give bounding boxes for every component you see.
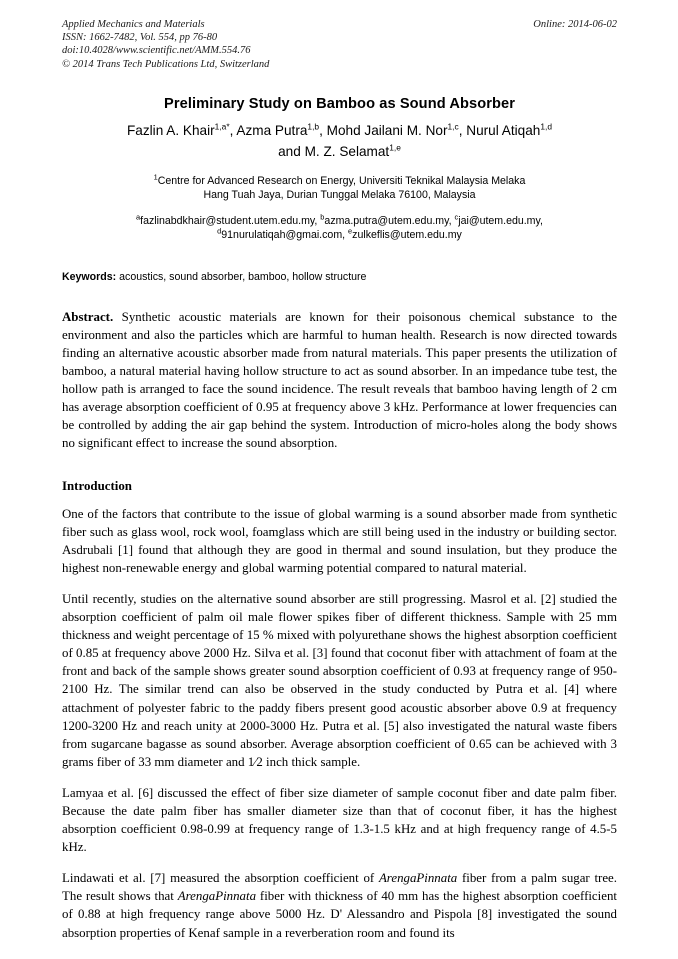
email-1-marker: a [136,212,141,222]
author-line-1 [62,120,617,141]
online-date: Online: 2014-06-02 [533,19,617,30]
abstract-text: Synthetic acoustic materials are known for their poisonous chemical substance to the environment and also the particles which are harmful to human health. Research is now directed towards finding an alternative acoustic absorber made from natural materials. This paper presents the utilization of bamboo, a natural material having hollow structure to act as sound absorber. In an impedance tube test, the hollow path is arranged to face the sound incidence. The result reveals that bamboo having length of 2 cm has average absorption coefficient of 0.95 at frequency above 3 kHz. Performance at lower frequencies can be controlled by adding the air gap behind the system. Introduction of micro-holes along the body shows no significant effect to increase the sound absorption. [62,309,617,451]
author-1-affil-marker: 1,a [214,121,227,132]
email-1-address[interactable]: fazlinabdkhair@student.utem.edu.my [140,214,315,227]
page-title: Preliminary Study on Bamboo as Sound Absorber [163,95,516,112]
intro-p4-text-1: Lindawati et al. [7] measured the absorption coefficient of [62,871,379,886]
affiliation-line-2: Hang Tuah Jaya, Durian Tunggal Melaka 76100, Malaysia [203,189,476,202]
intro-paragraph-3: Lamyaa et al. [6] discussed the effect of fiber size diameter of sample coconut fiber and date palm fiber. Because the date palm fiber has smaller diameter size than that of coconut fiber, it has the highest absorption coefficient 0.98-0.99 at frequency range of 1.3-1.5 kHz and at high frequency range of 4.5-5 kHz. [62,785,617,855]
email-5-marker: e [348,226,353,236]
journal-doi: doi:10.4028/www.scientific.net/AMM.554.76 [62,45,251,57]
keywords-value: acoustics, sound absorber, bamboo, hollow structure [119,270,367,283]
email-3-marker: c [454,212,459,222]
author-4-name: Nurul Atiqah [466,122,541,138]
abstract-label: Abstract. [62,309,114,324]
author-conjunction: and [278,143,305,159]
intro-p4-species-1: ArengaPinnata [378,871,458,886]
email-2-address[interactable]: azma.putra@utem.edu.my [324,214,449,227]
intro-p4-species-2: ArengaPinnata [177,889,257,904]
email-line-1 [62,214,617,229]
corresponding-author-star: * [226,121,230,132]
author-3-affil-marker: 1,c [447,121,459,132]
intro-p4-text-3: fiber with thickness of 40 mm has the highest absorption coefficient of 0.88 at high frequency range above 5000 Hz. D' Alessandro and Pispola [8] investigated the sound absorption properties of Kenaf sample in a reverberation room and found its [62,889,617,940]
affiliation-institution: Centre for Advanced Research on Energy, Universiti Teknikal Malaysia Melaka [157,174,526,187]
author-2-name: Azma Putra [236,122,308,138]
author-2-affil-marker: 1,b [307,121,320,132]
affiliation-marker: 1 [153,172,158,182]
intro-p4-text-2: fiber from a palm sugar tree. The result shows that [62,871,618,904]
email-3-address[interactable]: jai@utem.edu.my [458,214,541,227]
affiliation-line-1 [62,174,617,189]
author-3-separator: , [458,122,467,138]
email-line-2 [62,228,617,243]
affiliation-block [62,174,617,203]
intro-paragraph-1: One of the factors that contribute to the issue of global warming is a sound absorber made from synthetic fiber such as glass wool, rock wool, foamglass which are still being used in the industry or building sector. Asdrubali [1] found that although they are good in thermal and sound insulation, but they produce the highest non-renewable energy and global warming potential compared to natural material. [62,506,617,575]
intro-paragraph-2: Until recently, studies on the alternative sound absorber are still progressing. Masrol et al. [2] studied the absorption coefficient of palm oil male flower spikes fiber of different thickness. Sample with 25 mm thickness and weight percentage of 15 % mixed with polyurethane shows the highest absorption coefficient of 0.85 at frequency above 2000 Hz. Silva et al. [3] found that coconut fiber with attachment of foam at the front and back of the sample shows greater sound absorption coefficient of 0.93 at frequency range of 950-2100 Hz. The similar trend can also be observed in the study conducted by Putra et al. [4] where attachment of polyester fabric to the paddy fibers present good acoustic absorber above 0.9 at frequency 1200-3200 Hz and reach unity at 2000-3000 Hz. Putra et al. [5] also investigated the natural waste fibers from sugarcane bagasse as sound absorber. Average absorption coefficient of 0.65 can be achieved with 3 grams fiber of 33 mm diameter and 1⁄2 inch thick sample. [62,591,617,769]
title-block [62,95,617,162]
author-5-name: M. Z. Selamat [304,143,390,159]
section-heading-introduction: Introduction [62,478,132,493]
journal-header [62,18,617,71]
email-2-marker: b [320,212,325,222]
author-line-2 [62,141,617,162]
keywords-line [62,270,617,284]
author-3-name: Mohd Jailani M. Nor [326,122,448,138]
author-4-affil-marker: 1,d [540,121,552,132]
email-4-separator: , [342,229,349,242]
intro-paragraph-4 [62,869,617,941]
author-2-separator: , [319,122,327,138]
email-4-address[interactable]: 91nurulatiqah@gmai.com [221,229,343,242]
journal-copyright: © 2014 Trans Tech Publications Ltd, Switzerland [62,58,270,70]
keywords-label: Keywords: [62,270,117,283]
author-1-name: Fazlin A. Khair [127,122,215,138]
author-5-affil-marker: 1,e [389,142,401,153]
email-3-separator: , [540,214,543,227]
email-5-address[interactable]: zulkeflis@utem.edu.my [352,229,462,242]
email-block [62,214,617,243]
journal-issn: ISSN: 1662-7482, Vol. 554, pp 76-80 [62,32,218,44]
journal-name: Applied Mechanics and Materials [62,19,205,30]
abstract-paragraph [62,308,617,453]
email-1-separator: , [314,214,321,227]
email-2-separator: , [448,214,455,227]
email-4-marker: d [217,226,222,236]
author-1-separator: , [229,122,237,138]
